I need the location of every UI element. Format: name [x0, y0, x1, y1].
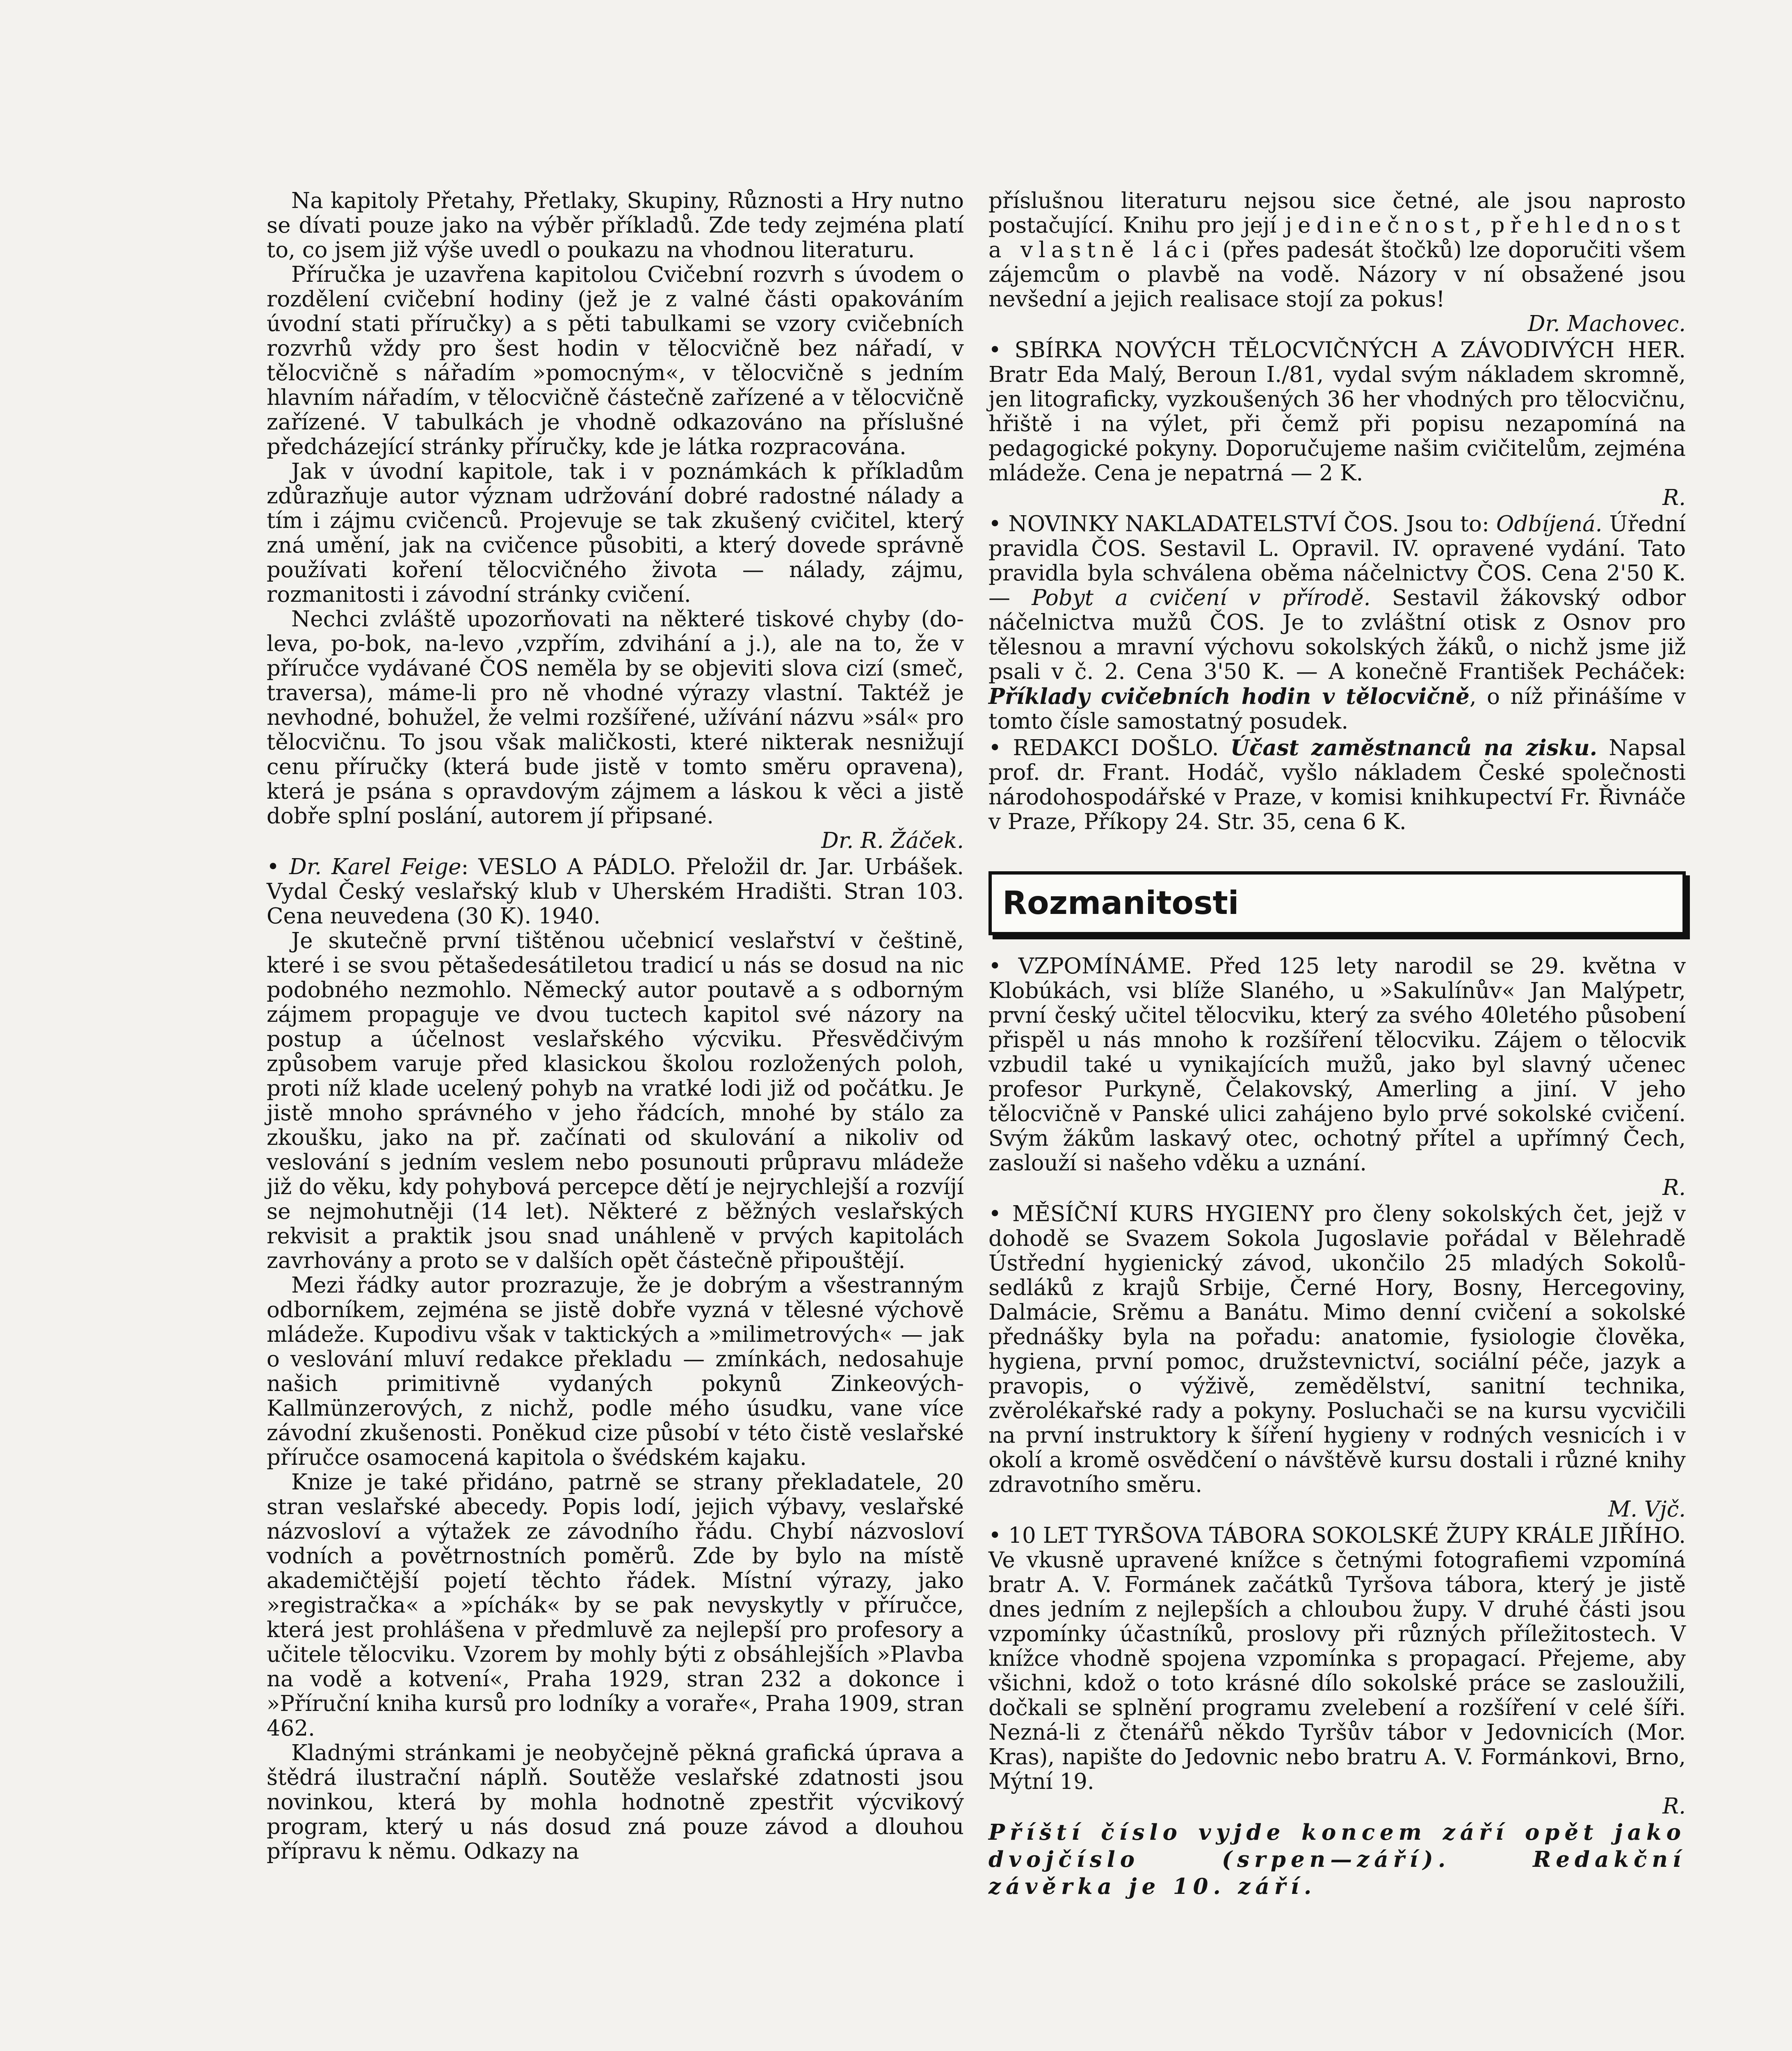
news-item-vzpominame: • VZPOMÍNÁME. Před 125 lety narodil se 29. května v Klobúkách, vsi blíže Slaného, u »Sakulínův« Jan Malýpetr, první český učitel tělocviku, který za svého 40letého působení přispěl u nás mnoho k rozšíření tělocviku. Zájem o tělocvik vzbudil také u vynikajících mužů, jako byl slavný učenec profesor Purkyně, Čelakovský, Amerling a jiní. V jeho tělocvičně v Panské ulici zahájeno bylo prvé sokolské cvičení. Svým žákům laskavý otec, ochotný přítel a upřímný Čech, zaslouží si našeho vděku a uznání. — [988, 954, 1686, 1176]
review-item-veslo: • Dr. Karel Feige: VESLO A PÁDLO. Přeložil dr. Jar. Urbášek. Vydal Český veslařský klub v Uherském Hradišti. Stran 103. Cena neuvedena (30 K). 1940. — [267, 854, 964, 929]
news-item-redakci — [988, 735, 1686, 834]
news-item-sbirka: • SBÍRKA NOVÝCH TĚLOCVIČNÝCH A ZÁVODIVÝCH HER. Bratr Eda Malý, Beroun I./81, vydal svým nákladem skromně, jen litograficky, vyzkoušených 36 her vhodných pro tělocvičnu, hřiště i na výlet, při čemž při popisu nezapomíná na pedagogické pokyny. Doporučujeme našim cvičitelům, zejména mládeže. Cena je nepatrná — 2 K. — [988, 338, 1686, 486]
text-run: , — [1475, 213, 1491, 238]
text-run: příslušnou literaturu nejsou sice četné, ale jsou naprosto postačující. Knihu pro její — [988, 188, 1686, 238]
spaced-text: přehlednost a vlastně láci — [988, 213, 1686, 263]
signature: R. — [1662, 1175, 1686, 1200]
paragraph: Mezi řádky autor prozrazuje, že je dobrým a všestranným odborníkem, zejména se jistě dobře vyzná v tělesné výchově mládeže. Kupodivu však v taktických a »milimetrových« — jak o veslování mluví redakce překladu — zmínkách, nedosahuje našich primitivně vydaných pokynů Zinkeových-Kallmünzerových, z nichž, podle mého úsudku, vane více závodní zkušenosti. Poněkud cize působí v této čistě veslařské příručce osamocená kapitola o švédském kajaku. — [267, 1273, 964, 1470]
news-item-tyrs: • 10 LET TYRŠOVA TÁBORA SOKOLSKÉ ŽUPY KRÁLE JIŘÍHO. Ve vkusně upravené knížce s četnými fotografiemi vzpomíná bratr A. V. Formánek začátků Tyršova tábora, který je jistě dnes jedním z nejlepších a chloubou župy. V druhé části jsou vzpomínky účastníků, proslovy při různých příležitostech. V knížce vhodně spojena vzpomínka s propagací. Přejeme, aby všichni, kdož o toto krásné dílo sokolské práce se zasloužili, dočkali se splnění programu zvelebení a rozšíření v celé šíři. Nezná-li z čtenářů někdo Tyršův tábor v Jedovnicích (Mor. Kras), napište do Jedovnic nebo bratru A. V. Formánkovi, Brno, Mýtní 19. — [988, 1523, 1686, 1794]
paragraph: Na kapitoly Přetahy, Přetlaky, Skupiny, Různosti a Hry nutno se dívati pouze jako na výběr příkladů. Zde tedy zejména platí to, co jsem již výše uvedl o poukazu na vhodnou literaturu. — [267, 188, 964, 263]
book-title: Příklady cvičebních hodin v tělocvičně — [988, 684, 1470, 709]
paragraph: Je skutečně první tištěnou učebnicí veslařství v češtině, které i se svou pětašedesátiletou tradicí u nás se dosud na nic podobného nezmohlo. Německý autor poutavě a s odborným zájmem propaguje ve dvou tuctech kapitol své názory na postup a účelnost veslařského výcviku. Přesvědčivým způsobem varuje před klasickou školou rozložených poloh, proti níž klade ucelený pohyb na vratké lodi již od počátku. Je jistě mnoho správného v jeho řádcích, mnohé by stálo za zkoušku, jako na př. začínati od skulování a nikoliv od veslování s jedním veslem nebo posunouti průpravu mládeže již do věku, kdy pohybová percepce dětí je nejrychlejší a rozvíjí se nejmohutněji (14 let). Některé z běžných veslařských rekvisit a praktik jsou snad unáhleně v prvých kapitolách zavrhovány a proto se v dalších opět částečně připouštějí. — [267, 928, 964, 1273]
item-text: Přeložil dr. Jar. Urbášek. Vydal Český veslařský klub v Uherském Hradišti. Stran 103. Cena neuvedena (30 K). 1940. — [267, 854, 964, 929]
text-run: Úřední pravidla ČOS. Sestavil L. Opravil. IV. opravené vydání. Tato pravidla byla schválena oběma náčelnictvy ČOS. Cena 2'50 K. — — [988, 512, 1686, 610]
paragraph: Příručka je uzavřena kapitolou Cvičební rozvrh s úvodem o rozdělení cvičební hodiny (jež je z valné části opakováním úvodní stati příručky) a s pěti tabulkami se vzory cvičebních rozvrhů vždy pro šest hodin v tělocvičně bez nářadí, v tělocvičně s nářadím »pomocným«, v tělocvičně s jedním hlavním nářadím, v tělocvičně částečně zařízené a v tělocvičně zařízené. V tabulkách je vhodně odkazováno na příslušné předcházející stránky příručky, kde je látka rozpracována. — [267, 262, 964, 459]
book-title: Odbíjená. — [1496, 512, 1603, 537]
left-column — [267, 189, 964, 1864]
signature: Dr. R. Žáček. — [821, 828, 964, 853]
news-item-kurs: • MĚSÍČNÍ KURS HYGIENY pro členy sokolských čet, jejž v dohodě se Svazem Sokola Jugoslavie pořádal v Bělehradě Ústřední hygienický závod, ukončilo 25 mladých Sokolů-sedláků z krajů Srbije, Černé Hory, Bosny, Hercegoviny, Dalmácie, Srěmu a Banátu. Mimo denní cvičení a sokolské přednášky byla na pořadu: anatomie, fysiologie člověka, hygiena, první pomoc, družstevnictví, sociální péče, jazyk a pravopis, o výživě, zemědělství, sanitní technika, zvěrolékařské rady a pokyny. Posluchači se na kursu vycvičili na první instruktory k šíření hygieny v rodných vesnicích i v okolí a kromě osvědčení o návštěvě kursu dostali i různé knihy zdravotního směru. — [988, 1201, 1686, 1497]
paragraph: Kladnými stránkami je neobyčejně pěkná grafická úprava a štědrá ilustrační náplň. Soutěže veslařské zdatnosti jsou novinkou, která by mohla hodnotně zpestřit výcvikový program, který u nás dosud zná pouze závod a dlouhou přípravu k němu. Odkazy na — [267, 1740, 964, 1864]
text-run: Sestavil žákovský odbor náčelnictva mužů ČOS. Je to zvláštní otisk z Osnov pro tělesnou a mravní výchovu sokolských žáků, o nichž jsme již psali v č. 2. Cena 3'50 K. — A konečně František Pecháček: — [988, 585, 1686, 684]
news-item-novinky — [988, 512, 1686, 734]
paragraph: Knize je také přidáno, patrně se strany překladatele, 20 stran veslařské abecedy. Popis lodí, jejich výbavy, veslařské názvosloví a výtažek ze závodního řádu. Chybí názvosloví vodních a povětrnostních poměrů. Zde by bylo na místě akademičtější pojetí těchto řádek. Místní výrazy, jako »registračka« a »píchák« by se pak nevyskytly v příručce, která jest prohlášena v předmluvě za nejlepší pro profesory a učitele tělocviku. Vzorem by mohly býti z obsáhlejších »Plavba na vodě a kotvení«, Praha 1929, stran 232 a dokonce i »Příruční kniha kursů pro lodníky a voraře«, Praha 1909, stran 462. — [267, 1470, 964, 1741]
signature: R. — [1662, 1794, 1686, 1819]
book-title: Pobyt a cvičení v přírodě. — [1032, 585, 1371, 610]
section-heading-box — [988, 871, 1686, 935]
signature: M. Vjč. — [1608, 1497, 1686, 1522]
right-column — [988, 189, 1686, 1900]
book-title: Účast zaměstnanců na zisku. — [1230, 735, 1598, 761]
paragraph: Jak v úvodní kapitole, tak i v poznámkách k příkladům zdůrazňuje autor význam udržování dobré radostné nálady a tím i zájmu cvičenců. Projevuje se tak zkušený cvičitel, který zná umění, jak na cvičence působiti, a který dovede správně používati koření tělocvičného života — nálady, zájmu, rozmanitosti i závodní stránky cvičení. — [267, 459, 964, 607]
text-run: • NOVINKY NAKLADATELSTVÍ ČOS. Jsou to: — [988, 512, 1496, 537]
text-run: • REDAKCI DOŠLO. — [988, 735, 1230, 761]
spaced-text: jedinečnost — [1285, 213, 1475, 238]
next-issue-notice: Příští číslo vyjde koncem září opět jako dvojčíslo (srpen—září). Redakční závěrka je 10. září. — [988, 1820, 1686, 1899]
text-run: (přes padesát štočků) lze doporučiti všem zájemcům o plavbě na vodě. Názory v ní obsažené jsou nevšední a jejich realisace stojí za pokus! — [988, 238, 1686, 312]
text-run: , o níž přinášíme v tomto čísle samostatný posudek. — [988, 684, 1686, 734]
paragraph: Nechci zvláště upozorňovati na některé tiskové chyby (do-leva, po-bok, na-levo ,vzpřím, zdvihání a j.), ale na to, že v příručce vydávané ČOS neměla by se objeviti slova cizí (smeč, traversa), máme-li pro ně vhodné výrazy vlastní. Taktéž je nevhodné, bohužel, že velmi rozšířené, užívání názvu »sál« pro tělocvičnu. To jsou však maličkosti, které nikterak nesnižují cenu příručky (která bude jistě v tomto směru opravena), která je psána s opravdovým zájmem a láskou k věci a jistě dobře splní poslání, autorem jí připsané. — [267, 607, 964, 829]
signature: R. — [1662, 485, 1686, 510]
section-heading: Rozmanitosti — [1002, 885, 1239, 922]
paragraph — [988, 189, 1686, 312]
signature: Dr. Machovec. — [1527, 311, 1686, 336]
item-author: Dr. Karel Feige — [289, 854, 461, 879]
item-title: : VESLO A PÁDLO. — [461, 854, 676, 879]
text-run: Napsal prof. dr. Frant. Hodáč, vyšlo nákladem České společnosti národohospodářské v Praze, v komisi knihkupectví Fr. Řivnáče v Praze, Příkopy 24. Str. 35, cena 6 K. — [988, 735, 1686, 834]
